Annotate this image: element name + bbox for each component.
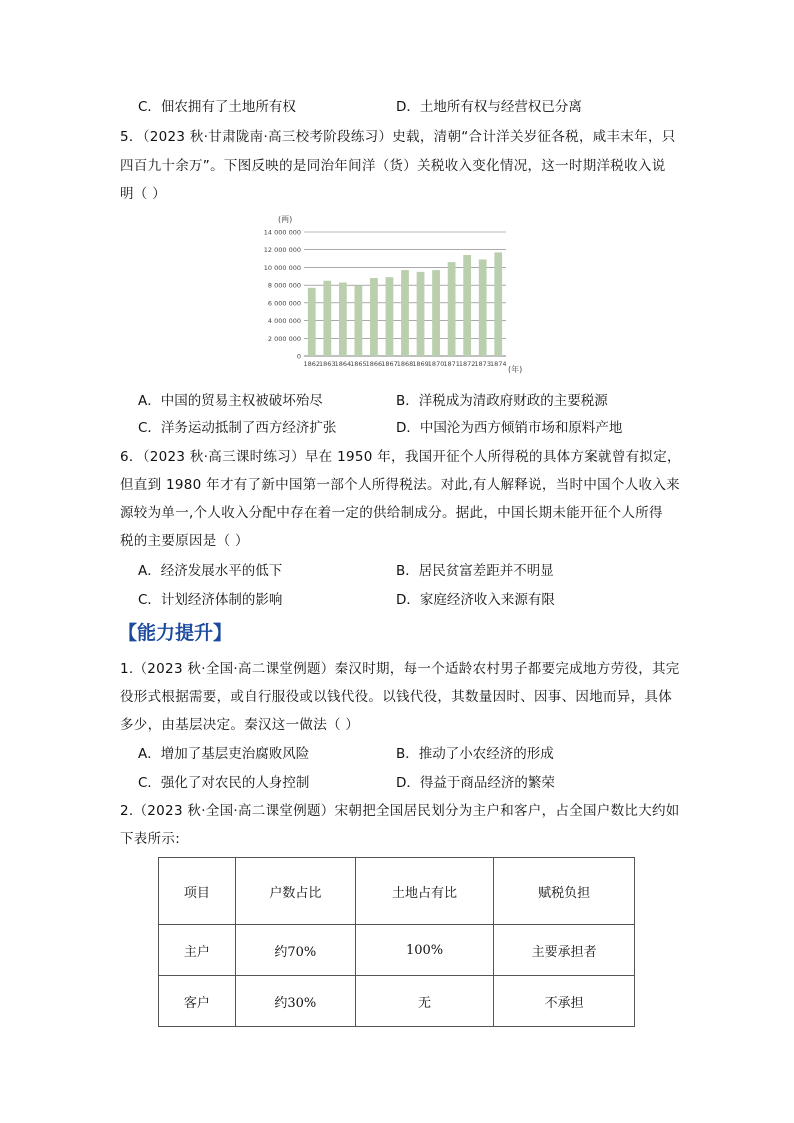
x-tick-label: 1868 bbox=[396, 360, 414, 368]
q5-option-b: B．洋税成为清政府财政的主要税源 bbox=[396, 393, 608, 409]
bar-1868 bbox=[401, 270, 409, 356]
bar-1865 bbox=[355, 285, 363, 356]
q5-stem-line-2: 四百九十余万”。下图反映的是同治年间洋（货）关税收入变化情况，这一时期洋税收入说 bbox=[120, 158, 666, 174]
table-cell: 主户 bbox=[159, 925, 236, 976]
table-row bbox=[159, 976, 635, 1027]
y-tick-label: 8 000 000 bbox=[267, 281, 301, 290]
p1-stem-line-2: 役形式根据需要，或自行服役或以钱代役。以钱代役，其数量因时、因事、因地而异，具体 bbox=[120, 689, 672, 705]
x-tick-label: 1863 bbox=[319, 360, 336, 368]
p2-stem-line-2: 下表所示: bbox=[120, 831, 181, 847]
x-tick-label: 1866 bbox=[365, 360, 383, 368]
x-tick-label: 1873 bbox=[474, 360, 491, 368]
p1-option-d: D．得益于商品经济的繁荣 bbox=[396, 775, 555, 791]
y-unit-label: (两) bbox=[278, 215, 293, 224]
table-header-cell: 户数占比 bbox=[235, 858, 355, 925]
bar-1864 bbox=[339, 282, 347, 356]
y-tick-label: 6 000 000 bbox=[267, 299, 301, 308]
p1-option-c: C．强化了对农民的人身控制 bbox=[138, 775, 310, 791]
q5-option-c: C．洋务运动抵制了西方经济扩张 bbox=[138, 420, 337, 436]
q5-stem-line-3: 明（ ） bbox=[120, 186, 166, 202]
p1-stem-line-1: 1.（2023 秋·全国·高二课堂例题）秦汉时期，每一个适龄农村男子都要完成地方劳役，其完 bbox=[120, 661, 680, 677]
table-cell: 约30% bbox=[235, 976, 355, 1027]
q5-option-a: A．中国的贸易主权被破坏殆尽 bbox=[138, 393, 323, 409]
table-header-cell: 土地占有比 bbox=[355, 858, 494, 925]
y-tick-label: 0 bbox=[296, 352, 301, 361]
table-cell: 约70% bbox=[235, 925, 355, 976]
table-cell: 主要承担者 bbox=[494, 925, 635, 976]
section-title: 【能力提升】 bbox=[118, 622, 233, 644]
table-cell: 客户 bbox=[159, 976, 236, 1027]
q4-option-c: C．佃农拥有了土地所有权 bbox=[138, 99, 296, 115]
bar-1874 bbox=[494, 252, 502, 356]
bar-1867 bbox=[386, 277, 394, 356]
bar-1873 bbox=[479, 259, 487, 356]
bar-1870 bbox=[432, 270, 440, 356]
q6-stem-line-1: 6．（2023 秋·高三课时练习）早在 1950 年，我国开征个人所得税的具体方案就曾有拟定， bbox=[120, 449, 681, 465]
table-cell: 无 bbox=[355, 976, 494, 1027]
p2-stem-line-1: 2.（2023 秋·全国·高二课堂例题）宋朝把全国居民划分为主户和客户，占全国户数比大约如 bbox=[120, 803, 680, 819]
y-tick-label: 4 000 000 bbox=[267, 317, 301, 326]
y-tick-label: 10 000 000 bbox=[263, 263, 301, 272]
x-tick-label: 1872 bbox=[458, 360, 476, 368]
bar-1872 bbox=[463, 255, 471, 356]
bar-1871 bbox=[448, 262, 456, 356]
q6-option-b: B．居民贫富差距并不明显 bbox=[396, 563, 554, 579]
q5-stem-line-1: 5．（2023 秋·甘肃陇南·高三校考阶段练习）史载，清朝“合计洋关岁征各税，咸丰末年，只 bbox=[120, 129, 676, 145]
x-tick-label: 1864 bbox=[334, 360, 352, 368]
p1-option-b: B．推动了小农经济的形成 bbox=[396, 746, 554, 762]
table-header-row bbox=[159, 858, 635, 925]
tariff-income-bar-chart bbox=[263, 208, 526, 378]
q4-option-d: D．土地所有权与经营权已分离 bbox=[396, 99, 582, 115]
household-table bbox=[158, 857, 635, 1027]
q6-option-c: C．计划经济体制的影响 bbox=[138, 592, 283, 608]
y-tick-label: 2 000 000 bbox=[267, 334, 301, 343]
x-tick-label: 1871 bbox=[443, 360, 460, 368]
x-tick-label: 1870 bbox=[427, 360, 445, 368]
bar-1866 bbox=[370, 278, 378, 356]
x-tick-label: 1869 bbox=[412, 360, 429, 368]
x-tick-label: 1867 bbox=[381, 360, 398, 368]
x-tick-label: 1865 bbox=[350, 360, 367, 368]
table-header-cell: 项目 bbox=[159, 858, 236, 925]
table-row bbox=[159, 925, 635, 976]
x-unit-label: (年) bbox=[508, 365, 523, 374]
q6-option-d: D．家庭经济收入来源有限 bbox=[396, 592, 555, 608]
q6-option-a: A．经济发展水平的低下 bbox=[138, 563, 283, 579]
table-header-cell: 赋税负担 bbox=[494, 858, 635, 925]
p1-stem-line-3: 多少，由基层决定。秦汉这一做法（ ） bbox=[120, 717, 360, 733]
x-tick-label: 1862 bbox=[303, 360, 321, 368]
x-tick-label: 1874 bbox=[489, 360, 507, 368]
q6-stem-line-3: 源较为单一,个人收入分配中存在着一定的供给制成分。据此，中国长期未能开征个人所得 bbox=[120, 505, 663, 521]
y-tick-label: 12 000 000 bbox=[263, 246, 301, 255]
p1-option-a: A．增加了基层吏治腐败风险 bbox=[138, 746, 310, 762]
y-tick-label: 14 000 000 bbox=[263, 228, 301, 237]
q6-stem-line-4: 税的主要原因是（ ） bbox=[120, 533, 249, 549]
q6-stem-line-2: 但直到 1980 年才有了新中国第一部个人所得税法。对此,有人解释说，当时中国个人收入来 bbox=[120, 477, 680, 493]
q5-option-d: D．中国沦为西方倾销市场和原料产地 bbox=[396, 420, 623, 436]
bar-1869 bbox=[417, 272, 425, 356]
bar-1862 bbox=[308, 288, 316, 356]
table-cell: 不承担 bbox=[494, 976, 635, 1027]
table-cell: 100% bbox=[355, 925, 494, 976]
bar-1863 bbox=[323, 281, 331, 356]
